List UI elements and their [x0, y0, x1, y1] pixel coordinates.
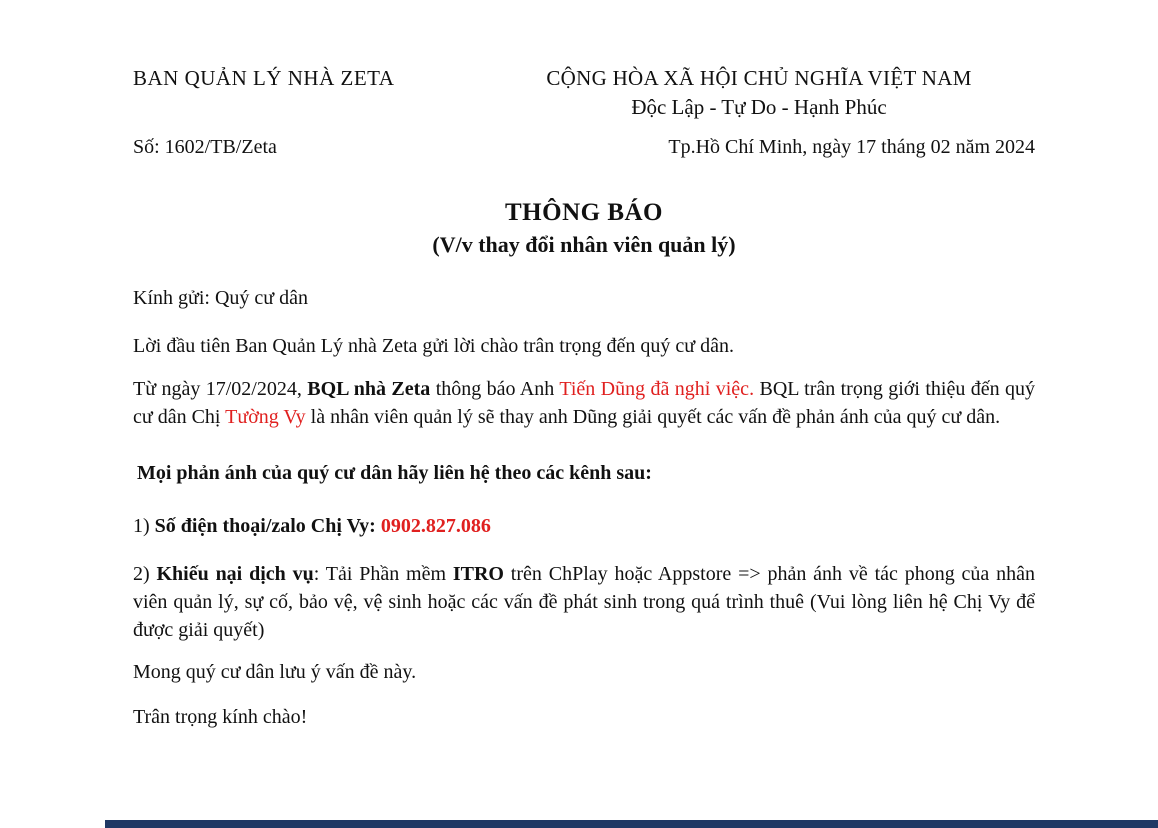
document-meta-row: [133, 136, 1035, 159]
place-date: Tp.Hồ Chí Minh, ngày 17 tháng 02 năm 2024: [668, 136, 1035, 158]
item2-label: Khiếu nại dịch vụ: [156, 563, 314, 585]
title-block: [133, 197, 1035, 261]
national-motto: [483, 64, 1035, 122]
announcement-text: BQL trân trọng giới thiệu đến quý cư dân Chị: [133, 378, 1036, 428]
document-header: [133, 64, 1035, 122]
contact-heading: Mọi phản ánh của quý cư dân hãy liên hệ theo các kênh sau:: [137, 462, 652, 484]
announcement-text: Từ ngày 17/02/2024,: [133, 378, 308, 400]
national-motto-line2: Độc Lập - Tự Do - Hạnh Phúc: [631, 95, 887, 119]
salutation: Kính gửi: Quý cư dân: [133, 287, 308, 309]
announcement-text: là nhân viên quản lý sẽ thay anh Dũng giải quyết các vấn đề phản ánh của quý cư dân.: [305, 406, 1001, 428]
app-name: ITRO: [452, 563, 504, 585]
announcement-paragraph: [133, 375, 1035, 431]
org-name: BAN QUẢN LÝ NHÀ ZETA: [133, 66, 395, 90]
phone-number: 0902.827.086: [380, 515, 491, 537]
footer-bar: [105, 820, 1158, 828]
national-motto-line1: CỘNG HÒA XÃ HỘI CHỦ NGHĨA VIỆT NAM: [546, 66, 972, 90]
contact-item-phone: [133, 512, 1035, 540]
contact-item-app: [133, 560, 1035, 644]
document-subtitle: (V/v thay đổi nhân viên quản lý): [432, 232, 736, 257]
item1-prefix: 1): [133, 515, 155, 537]
announcement-org-bold: BQL nhà Zeta: [307, 378, 431, 400]
departing-staff-highlight: Tiến Dũng đã nghỉ việc.: [559, 378, 755, 400]
item2-text: : Tải Phần mềm: [313, 563, 453, 585]
announcement-text: thông báo Anh: [430, 378, 560, 400]
closing-note: Mong quý cư dân lưu ý vấn đề này.: [133, 661, 417, 683]
document-title: THÔNG BÁO: [505, 199, 663, 226]
item1-label: Số điện thoại/zalo Chị Vy:: [154, 515, 381, 537]
closing-greeting: Trân trọng kính chào!: [133, 706, 308, 728]
doc-number: Số: 1602/TB/Zeta: [133, 136, 277, 158]
item2-prefix: 2): [133, 563, 157, 585]
intro-paragraph: Lời đầu tiên Ban Quản Lý nhà Zeta gửi lời chào trân trọng đến quý cư dân.: [133, 335, 734, 357]
new-staff-highlight: Tường Vy: [225, 406, 306, 428]
item2-text: trên ChPlay hoặc Appstore => phản ánh về tác phong của nhân viên quản lý, sự cố, bảo vệ, vệ sinh hoặc các vấn đề phát sinh trong quá trình thuê (Vui lòng liên hệ Chị Vy để được giải quyết): [133, 563, 1036, 641]
